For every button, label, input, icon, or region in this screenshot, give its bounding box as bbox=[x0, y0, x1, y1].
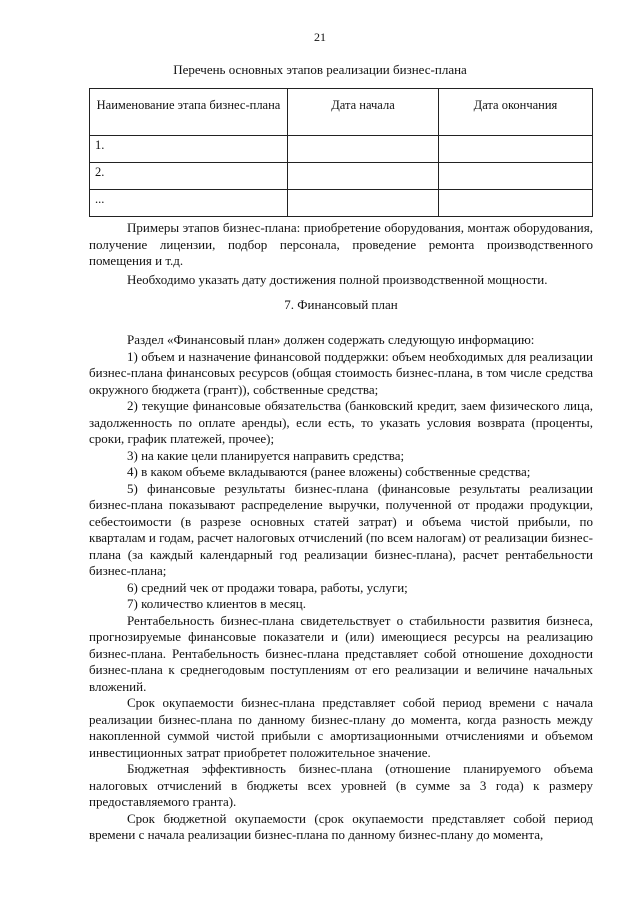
table-cell bbox=[288, 163, 439, 190]
table-row bbox=[90, 190, 593, 217]
note-paragraph: Необходимо указать дату достижения полной производственной мощности. bbox=[127, 271, 548, 287]
table-cell bbox=[288, 190, 439, 217]
column-header-start-date: Дата начала bbox=[288, 89, 439, 136]
list-item: 2) текущие финансовые обязательства (банковский кредит, заем физического лица, задолженность по оплате аренды), если есть, то указать условия возврата (проценты, сроки, график платежей, прочее); bbox=[89, 398, 593, 446]
list-item: 1) объем и назначение финансовой поддержки: объем необходимых для реализации бизнес-плана финансовых ресурсов (общая стоимость бизнес-плана, в том числе средства окружного бюджета (грант)), собственные средства; bbox=[89, 348, 593, 397]
table-cell: 2. bbox=[90, 163, 288, 190]
list-item: 7) количество клиентов в месяц. bbox=[127, 596, 306, 611]
table-cell bbox=[439, 163, 593, 190]
body-paragraph: Бюджетная эффективность бизнес-плана (отношение планируемого объема налоговых отчислений в бюджеты всех уровней (в сумме за 3 года) к размеру предоставляемого гранта). bbox=[89, 761, 593, 809]
table-notes bbox=[89, 220, 593, 288]
body-paragraph: Рентабельность бизнес-плана свидетельствует о стабильности развития бизнеса, прогнозируемые финансовые показатели и (или) имеющиеся ресурсы на реализацию бизнес-плана. Рентабельность бизнес-плана представляет собой отношение доходности бизнес-плана к среднегодовым поступлениям от его реализации и величине начальных вложений. bbox=[89, 612, 593, 694]
column-header-stage-name: Наименование этапа бизнес-плана bbox=[90, 89, 288, 136]
list-item: 3) на какие цели планируется направить средства; bbox=[127, 447, 405, 463]
table-cell bbox=[439, 190, 593, 217]
page-number: 21 bbox=[314, 30, 326, 44]
list-item: 5) финансовые результаты бизнес-плана (финансовые результаты реализации бизнес-плана показывают распределение выручки, полученной от продажи продукции, себестоимости (в разрезе основных статей затрат) и объема чистой прибыли, по кварталам и годам, расчет налоговых отчислений (по всем налогам) от реализации бизнес-плана (за каждый календарный год реализации бизнес-плана), расчет рентабельности бизнес-плана; bbox=[89, 480, 593, 578]
note-paragraph: Примеры этапов бизнес-плана: приобретение оборудования, монтаж оборудования, получение лицензии, подбор персонала, проведение ремонта производственного помещения и т.д. bbox=[89, 220, 593, 268]
table-row bbox=[90, 163, 593, 190]
table-header-row bbox=[90, 89, 593, 136]
section-heading: 7. Финансовый план bbox=[284, 297, 398, 312]
body-paragraph: Срок окупаемости бизнес-плана представляет собой период времени с начала реализации бизнес-плана по данному бизнес-плану до момента, когда разность между накопленной суммой чистой прибыли с амортизационными отчислениями и объемом инвестиционных затрат приобретет положительное значение. bbox=[89, 695, 593, 760]
section-body bbox=[89, 332, 593, 844]
list-item: 4) в каком объеме вкладываются (ранее вложены) собственные средства; bbox=[127, 464, 531, 479]
body-paragraph: Раздел «Финансовый план» должен содержать следующую информацию: bbox=[127, 332, 535, 347]
table-cell: 1. bbox=[90, 136, 288, 163]
stages-table bbox=[89, 88, 593, 217]
table-cell bbox=[439, 136, 593, 163]
table-title: Перечень основных этапов реализации бизнес-плана bbox=[173, 62, 467, 77]
body-paragraph: Срок бюджетной окупаемости (срок окупаемости представляет собой период времени с начала реализации бизнес-плана по данному бизнес-плану до момента, bbox=[89, 810, 593, 842]
column-header-end-date: Дата окончания bbox=[439, 89, 593, 136]
table-cell: ... bbox=[90, 190, 288, 217]
list-item: 6) средний чек от продажи товара, работы, услуги; bbox=[127, 579, 408, 595]
table-row bbox=[90, 136, 593, 163]
table-cell bbox=[288, 136, 439, 163]
